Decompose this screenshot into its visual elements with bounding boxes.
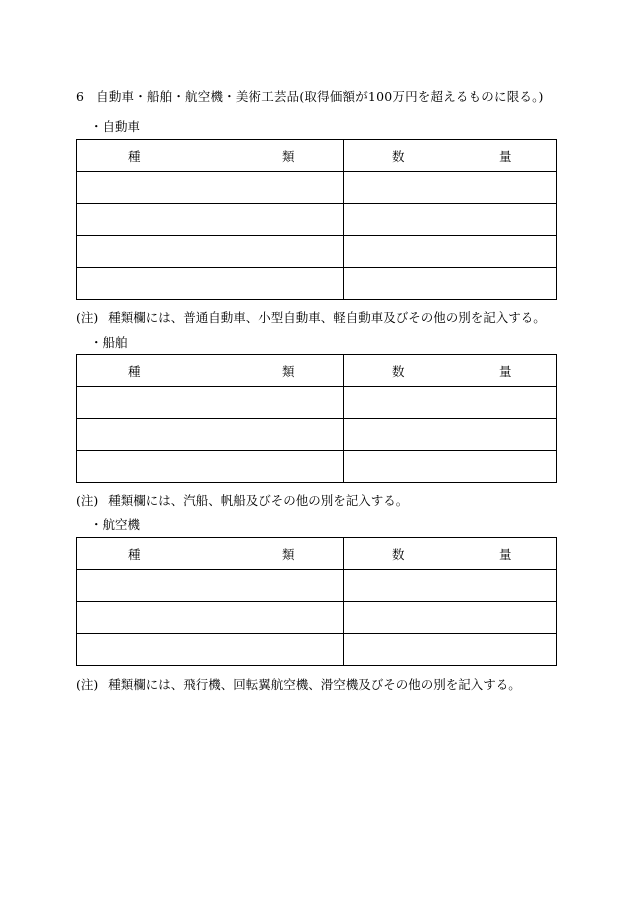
subheading-automobile: ・自動車 [90, 119, 141, 134]
quantity-cell[interactable] [344, 419, 557, 451]
table-row [77, 387, 557, 419]
table-row [77, 602, 557, 634]
table-row [77, 204, 557, 236]
type-header [77, 538, 344, 570]
type-cell[interactable] [77, 172, 344, 204]
quantity-header-char-1: 数 [392, 546, 405, 562]
type-header-char-2: 類 [282, 363, 295, 379]
aircraft-note [76, 675, 521, 693]
type-cell[interactable] [77, 570, 344, 602]
type-header-char-1: 種 [128, 363, 141, 379]
table-row [77, 451, 557, 483]
type-header [77, 140, 344, 172]
subheading-ship: ・船舶 [90, 335, 128, 350]
type-cell[interactable] [77, 451, 344, 483]
quantity-header-char-1: 数 [392, 148, 405, 164]
quantity-header [344, 355, 557, 387]
automobile-table [76, 139, 557, 300]
quantity-header-char-1: 数 [392, 363, 405, 379]
ship-table [76, 354, 557, 483]
quantity-cell[interactable] [344, 268, 557, 300]
note-text: 種類欄には、普通自動車、小型自動車、軽自動車及びその他の別を記入する。 [108, 310, 546, 325]
quantity-header [344, 140, 557, 172]
table-row [77, 268, 557, 300]
quantity-cell[interactable] [344, 236, 557, 268]
type-cell[interactable] [77, 602, 344, 634]
type-cell[interactable] [77, 419, 344, 451]
note-mark: (注) [76, 310, 99, 325]
quantity-cell[interactable] [344, 204, 557, 236]
table-row [77, 570, 557, 602]
quantity-header [344, 538, 557, 570]
note-mark: (注) [76, 677, 99, 692]
section-title: 自動車・船舶・航空機・美術工芸品(取得価額が100万円を超えるものに限る。) [96, 89, 544, 104]
table-header-row [77, 140, 557, 172]
table-row [77, 419, 557, 451]
type-cell[interactable] [77, 268, 344, 300]
quantity-cell[interactable] [344, 570, 557, 602]
section-heading [76, 87, 544, 105]
ship-note [76, 491, 408, 509]
type-cell[interactable] [77, 236, 344, 268]
quantity-header-char-2: 量 [499, 363, 512, 379]
table-row [77, 172, 557, 204]
table-header-row [77, 355, 557, 387]
type-header-char-1: 種 [128, 148, 141, 164]
quantity-cell[interactable] [344, 172, 557, 204]
type-cell[interactable] [77, 387, 344, 419]
type-header [77, 355, 344, 387]
quantity-header-char-2: 量 [499, 148, 512, 164]
note-text: 種類欄には、汽船、帆船及びその他の別を記入する。 [108, 493, 409, 508]
type-cell[interactable] [77, 204, 344, 236]
type-header-char-1: 種 [128, 546, 141, 562]
table-row [77, 236, 557, 268]
quantity-cell[interactable] [344, 602, 557, 634]
table-header-row [77, 538, 557, 570]
quantity-cell[interactable] [344, 387, 557, 419]
type-cell[interactable] [77, 634, 344, 666]
subheading-aircraft: ・航空機 [90, 517, 141, 532]
type-header-char-2: 類 [282, 546, 295, 562]
type-header-char-2: 類 [282, 148, 295, 164]
note-mark: (注) [76, 493, 99, 508]
quantity-header-char-2: 量 [499, 546, 512, 562]
aircraft-table [76, 537, 557, 666]
quantity-cell[interactable] [344, 634, 557, 666]
automobile-note [76, 308, 546, 326]
note-text: 種類欄には、飛行機、回転翼航空機、滑空機及びその他の別を記入する。 [108, 677, 521, 692]
table-row [77, 634, 557, 666]
quantity-cell[interactable] [344, 451, 557, 483]
section-number: 6 [76, 89, 85, 104]
